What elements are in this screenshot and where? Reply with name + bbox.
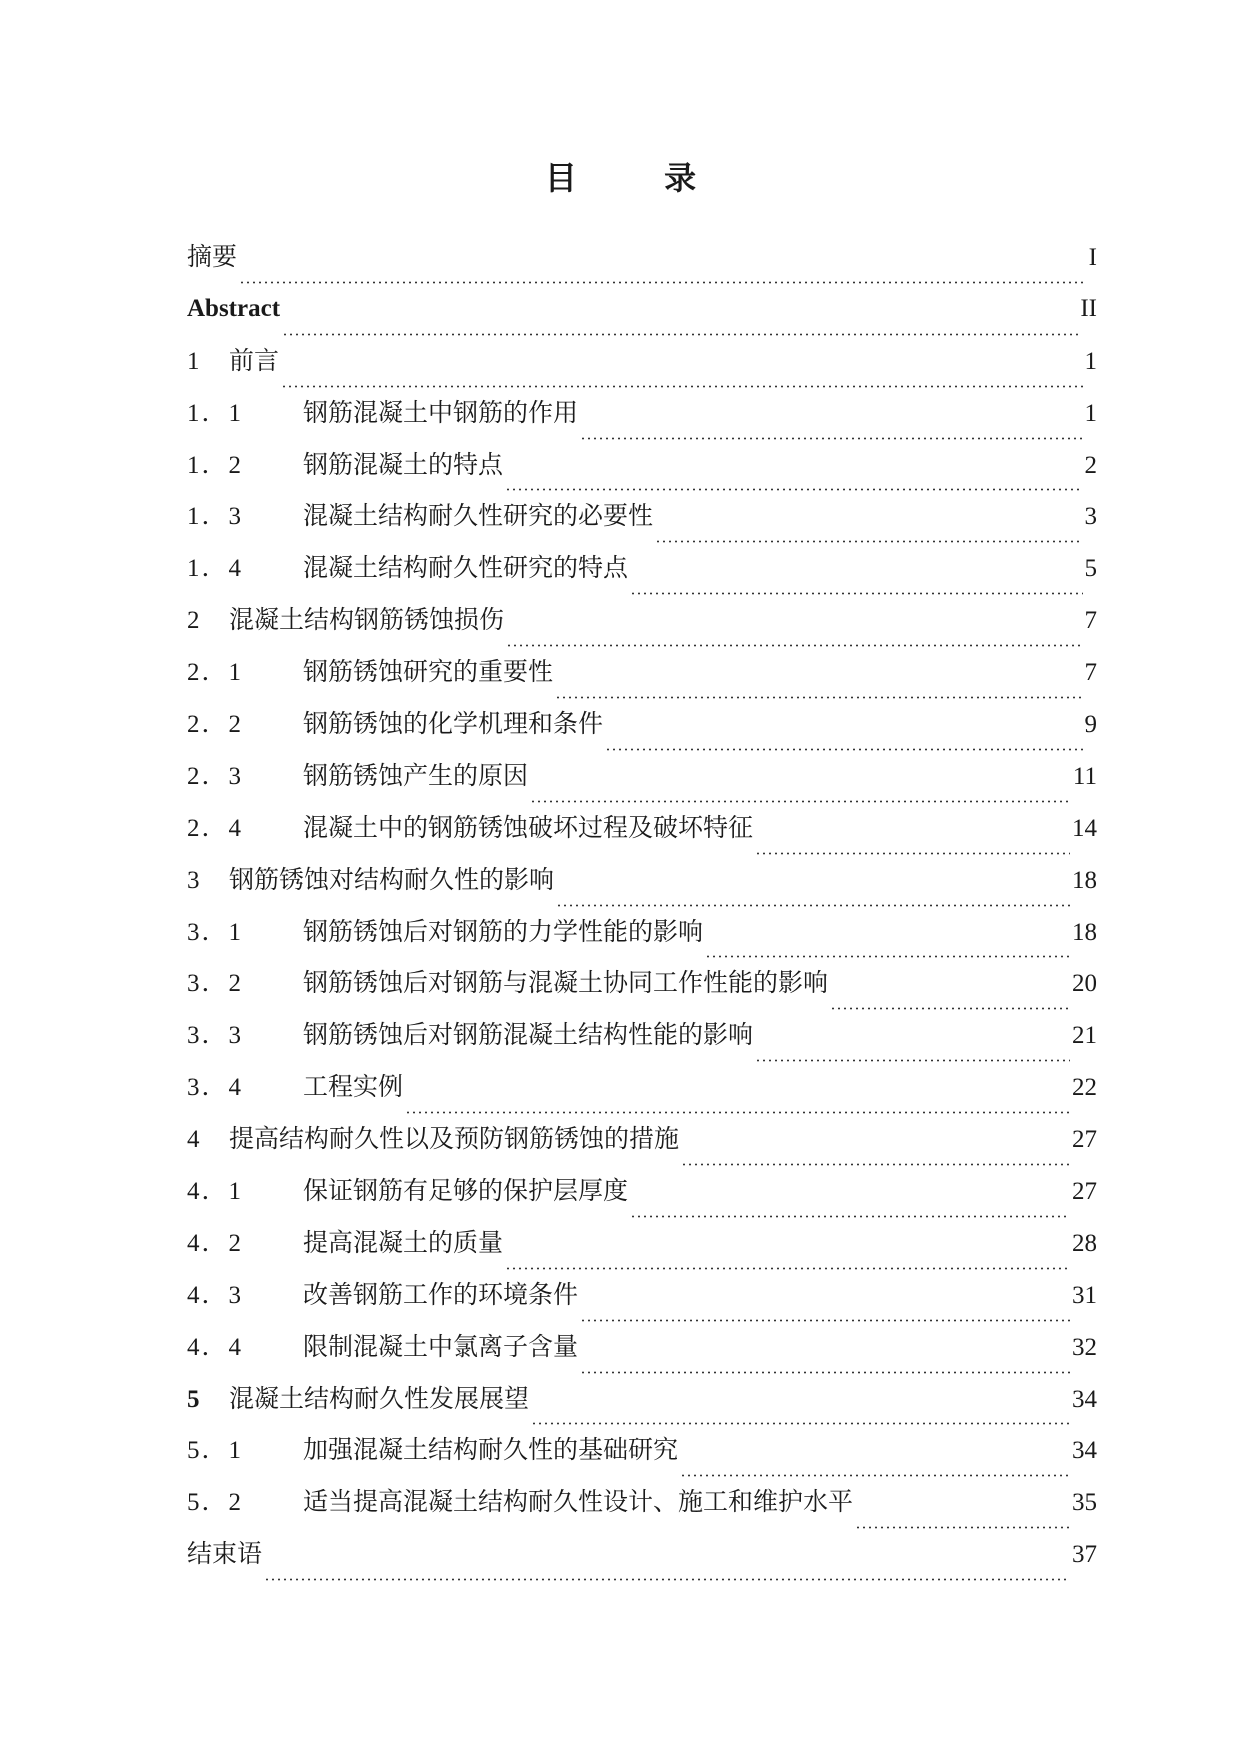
- toc-entry-label: 混凝土结构钢筋锈蚀损伤: [229, 605, 505, 635]
- dot-leader: [705, 955, 1070, 958]
- toc-entry-number: 3．4: [187, 1074, 244, 1102]
- toc-entry-label: 混凝土结构耐久性研究的必要性: [303, 501, 654, 531]
- toc-entry-page-number: 22: [1072, 1074, 1097, 1102]
- toc-entry-number: 4．3: [187, 1281, 244, 1309]
- toc-entry-page-number: 27: [1072, 1126, 1097, 1154]
- toc-title: 目 录: [544, 159, 735, 197]
- toc-entry-label: 混凝土结构耐久性研究的特点: [303, 553, 629, 583]
- toc-entry-label: 限制混凝土中氯离子含量: [303, 1331, 579, 1361]
- toc-entry[interactable]: [187, 346, 1097, 398]
- toc-entry-label: 前言: [229, 345, 280, 375]
- dot-leader: [580, 1319, 1070, 1322]
- dot-leader: [855, 1526, 1070, 1529]
- toc-entry-number: 4．1: [187, 1178, 244, 1206]
- dot-leader: [655, 540, 1082, 543]
- toc-entry-page-number: 5: [1084, 555, 1097, 583]
- toc-entry[interactable]: [187, 1124, 1097, 1176]
- toc-entry-number: 4．2: [187, 1229, 244, 1257]
- toc-entry-page-number: 32: [1072, 1333, 1097, 1361]
- toc-entry-page-number: II: [1080, 294, 1097, 322]
- toc-entry-number: 5．1: [187, 1437, 244, 1465]
- toc-entry-number: 3．2: [187, 970, 244, 998]
- toc-entry[interactable]: [187, 1487, 1097, 1539]
- toc-entry-label: 钢筋混凝土中钢筋的作用: [303, 397, 579, 427]
- toc-entry[interactable]: [187, 1228, 1097, 1280]
- toc-entry-page-number: 28: [1072, 1229, 1097, 1257]
- toc-entry-page-number: 2: [1084, 451, 1097, 479]
- dot-leader: [264, 1578, 1070, 1581]
- dot-leader: [580, 1371, 1070, 1374]
- toc-entry-label: 钢筋锈蚀后对钢筋的力学性能的影响: [303, 916, 704, 946]
- toc-entry-label: 钢筋锈蚀对结构耐久性的影响: [229, 864, 555, 894]
- toc-entry-label: 提高混凝土的质量: [303, 1227, 504, 1257]
- toc-entry-label: 工程实例: [303, 1072, 404, 1102]
- toc-entry-label: 保证钢筋有足够的保护层厚度: [303, 1176, 629, 1206]
- toc-entry[interactable]: [187, 813, 1097, 865]
- toc-entry[interactable]: [187, 242, 1097, 294]
- toc-entry[interactable]: [187, 709, 1097, 761]
- toc-entry-page-number: 1: [1084, 347, 1097, 375]
- toc-entry-page-number: 37: [1072, 1541, 1097, 1569]
- toc-entry-number: 1: [187, 347, 200, 375]
- toc-entry-label: 改善钢筋工作的环境条件: [303, 1279, 579, 1309]
- toc-entry-label: 钢筋混凝土的特点: [303, 449, 504, 479]
- toc-entry[interactable]: [187, 657, 1097, 709]
- dot-leader: [505, 488, 1082, 491]
- toc-entry[interactable]: [187, 1435, 1097, 1487]
- toc-entry-label: 钢筋锈蚀研究的重要性: [303, 657, 554, 687]
- toc-entry-page-number: 11: [1072, 762, 1097, 790]
- toc-entry-page-number: 20: [1072, 970, 1097, 998]
- toc-entry-label: 钢筋锈蚀后对钢筋与混凝土协同工作性能的影响: [303, 968, 829, 998]
- toc-entry-page-number: 9: [1084, 711, 1097, 739]
- toc-entry-page-number: 7: [1084, 607, 1097, 635]
- toc-entry-label: 提高结构耐久性以及预防钢筋锈蚀的措施: [229, 1124, 680, 1154]
- dot-leader: [281, 385, 1082, 388]
- toc-entry-label: 摘要: [187, 242, 238, 271]
- toc-entry[interactable]: [187, 865, 1097, 917]
- dot-leader: [556, 904, 1070, 907]
- toc-entry[interactable]: [187, 553, 1097, 605]
- toc-entry-number: 1．2: [187, 451, 244, 479]
- toc-entry-label: 加强混凝土结构耐久性的基础研究: [303, 1435, 679, 1465]
- toc-entry-number: 5: [187, 1385, 200, 1413]
- toc-entry-label: 混凝土结构耐久性发展展望: [229, 1383, 530, 1413]
- dot-leader: [505, 1267, 1070, 1270]
- dot-leader: [506, 644, 1082, 647]
- toc-entry[interactable]: [187, 1280, 1097, 1332]
- dot-leader: [630, 592, 1082, 595]
- dot-leader: [239, 281, 1087, 284]
- toc-entry-number: 5．2: [187, 1489, 244, 1517]
- toc-entry-number: 2: [187, 607, 200, 635]
- dot-leader: [282, 333, 1078, 336]
- toc-entry-number: 1．3: [187, 503, 244, 531]
- toc-entry[interactable]: [187, 1539, 1097, 1591]
- toc-entry-page-number: 3: [1084, 503, 1097, 531]
- toc-entry-number: 2．1: [187, 659, 244, 687]
- toc-entry-number: 2．2: [187, 711, 244, 739]
- toc-entry-label: 钢筋锈蚀的化学机理和条件: [303, 709, 604, 739]
- dot-leader: [580, 437, 1082, 440]
- toc-entry-number: 4: [187, 1126, 200, 1154]
- dot-leader: [630, 1215, 1070, 1218]
- toc-entry-number: 4．4: [187, 1333, 244, 1361]
- toc-entry[interactable]: [187, 1332, 1097, 1384]
- toc-entry-page-number: I: [1088, 244, 1097, 271]
- dot-leader: [755, 852, 1070, 855]
- dot-leader: [680, 1474, 1070, 1477]
- toc-entry[interactable]: [187, 1020, 1097, 1072]
- toc-entry-page-number: 35: [1072, 1489, 1097, 1517]
- toc-entry-page-number: 34: [1072, 1385, 1097, 1413]
- dot-leader: [681, 1163, 1070, 1166]
- toc-entry-number: 1．4: [187, 555, 244, 583]
- toc-entry[interactable]: [187, 1176, 1097, 1228]
- toc-entry[interactable]: [187, 1384, 1097, 1436]
- toc-entry-page-number: 18: [1072, 918, 1097, 946]
- toc-entry[interactable]: [187, 450, 1097, 502]
- toc-entry-label: 适当提高混凝土结构耐久性设计、施工和维护水平: [303, 1487, 854, 1517]
- toc-entry-label: 钢筋锈蚀产生的原因: [303, 760, 529, 790]
- toc-entry-number: 2．3: [187, 762, 244, 790]
- dot-leader: [555, 696, 1082, 699]
- toc-entry-page-number: 1: [1084, 399, 1097, 427]
- toc-entry[interactable]: [187, 917, 1097, 969]
- toc-entry-number: 2．4: [187, 814, 244, 842]
- toc-entry-page-number: 21: [1072, 1022, 1097, 1050]
- toc-entry[interactable]: [187, 761, 1097, 813]
- toc-entry-label: 钢筋锈蚀后对钢筋混凝土结构性能的影响: [303, 1020, 754, 1050]
- toc-entry-page-number: 7: [1084, 659, 1097, 687]
- toc-entry-label: 混凝土中的钢筋锈蚀破坏过程及破坏特征: [303, 812, 754, 842]
- toc-entry[interactable]: [187, 1072, 1097, 1124]
- toc-entry[interactable]: [187, 294, 1097, 346]
- dot-leader: [530, 800, 1071, 803]
- toc-entry-number: 3: [187, 866, 200, 894]
- toc-entry[interactable]: [187, 398, 1097, 450]
- toc-entry[interactable]: [187, 968, 1097, 1020]
- toc-entry-number: 3．3: [187, 1022, 244, 1050]
- table-of-contents: [187, 242, 1097, 1591]
- toc-entry-label: Abstract: [187, 294, 281, 322]
- dot-leader: [405, 1111, 1070, 1114]
- toc-entry[interactable]: [187, 501, 1097, 553]
- toc-entry-page-number: 31: [1072, 1281, 1097, 1309]
- dot-leader: [830, 1007, 1070, 1010]
- toc-entry-label: 结束语: [187, 1539, 263, 1569]
- toc-entry-page-number: 34: [1072, 1437, 1097, 1465]
- dot-leader: [755, 1059, 1070, 1062]
- toc-entry-page-number: 14: [1072, 814, 1097, 842]
- toc-entry-page-number: 18: [1072, 866, 1097, 894]
- toc-entry-page-number: 27: [1072, 1178, 1097, 1206]
- toc-entry-number: 1．1: [187, 399, 244, 427]
- toc-entry-number: 3．1: [187, 918, 244, 946]
- toc-entry[interactable]: [187, 605, 1097, 657]
- dot-leader: [605, 748, 1082, 751]
- dot-leader: [531, 1422, 1070, 1425]
